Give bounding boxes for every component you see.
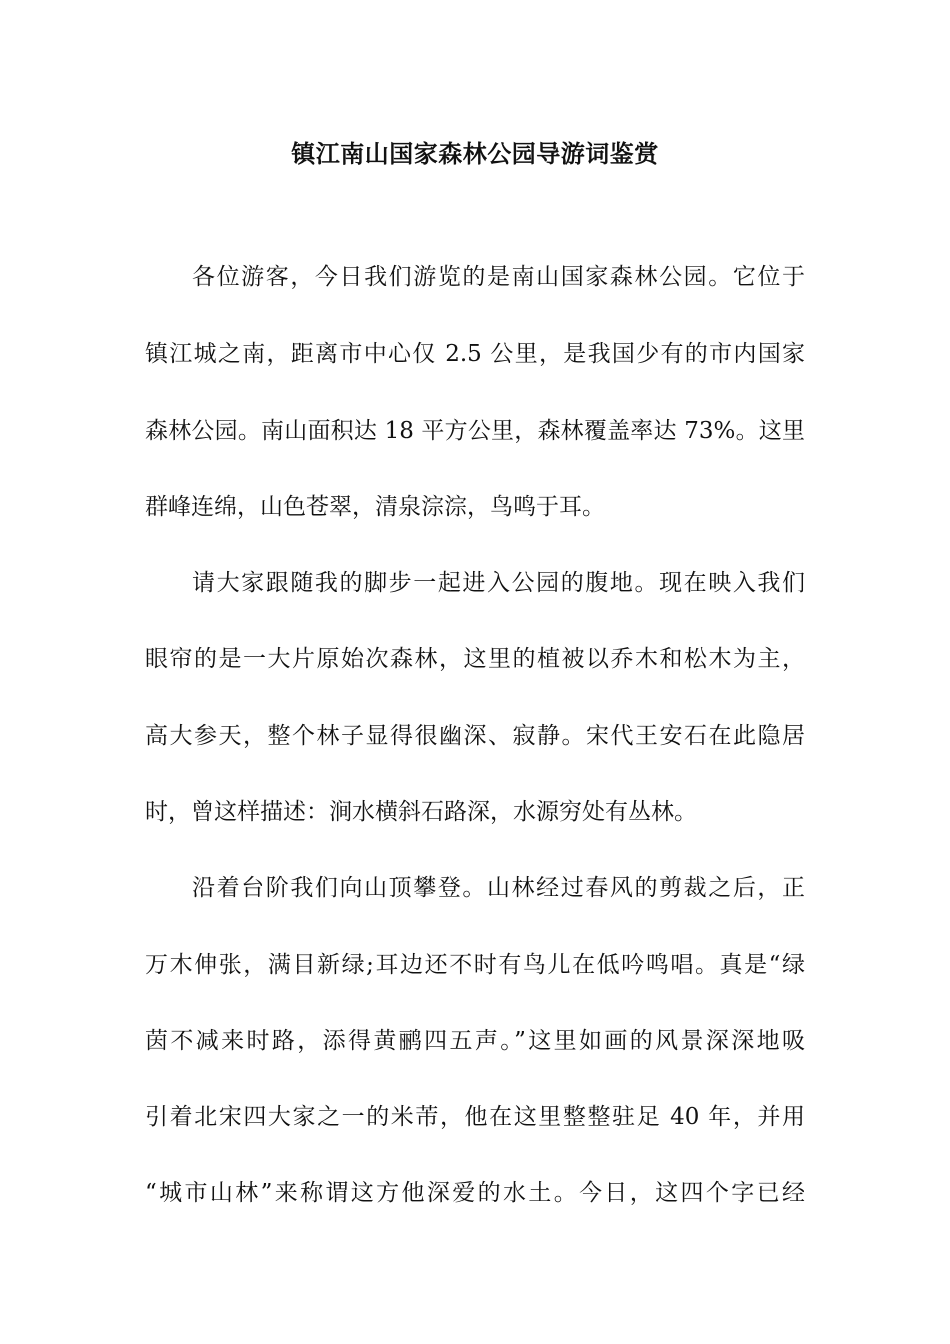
paragraph-line: 眼帘的是一大片原始次森林，这里的植被以乔木和松木为主， [145, 646, 805, 672]
paragraph-line: 请大家跟随我的脚步一起进入公园的腹地。现在映入我们 [192, 570, 805, 596]
paragraph-line: 引着北宋四大家之一的米芾，他在这里整整驻足 40 年，并用 [145, 1104, 805, 1130]
paragraph-line: 森林公园。南山面积达 18 平方公里，森林覆盖率达 73%。这里 [145, 418, 805, 444]
paragraph-line: 各位游客，今日我们游览的是南山国家森林公园。它位于 [192, 264, 805, 290]
paragraph-line: 群峰连绵，山色苍翠，清泉淙淙，鸟鸣于耳。 [145, 494, 605, 520]
paragraph-line: 时，曾这样描述：涧水横斜石路深，水源穷处有丛林。 [145, 799, 697, 825]
paragraph-line: 高大参天，整个林子显得很幽深、寂静。宋代王安石在此隐居 [145, 723, 805, 749]
paragraph-line: 镇江城之南，距离市中心仅 2.5 公里，是我国少有的市内国家 [145, 341, 805, 367]
paragraph-line: 万木伸张，满目新绿;耳边还不时有鸟儿在低吟鸣唱。真是“绿 [145, 952, 805, 978]
document-title: 镇江南山国家森林公园导游词鉴赏 [291, 140, 659, 168]
paragraph-line: 沿着台阶我们向山顶攀登。山林经过春风的剪裁之后，正 [192, 875, 805, 901]
paragraph-line: “城市山林”来称谓这方他深爱的水土。今日，这四个字已经 [145, 1180, 805, 1206]
paragraph-line: 茵不减来时路，添得黄鹂四五声。”这里如画的风景深深地吸 [145, 1028, 805, 1054]
